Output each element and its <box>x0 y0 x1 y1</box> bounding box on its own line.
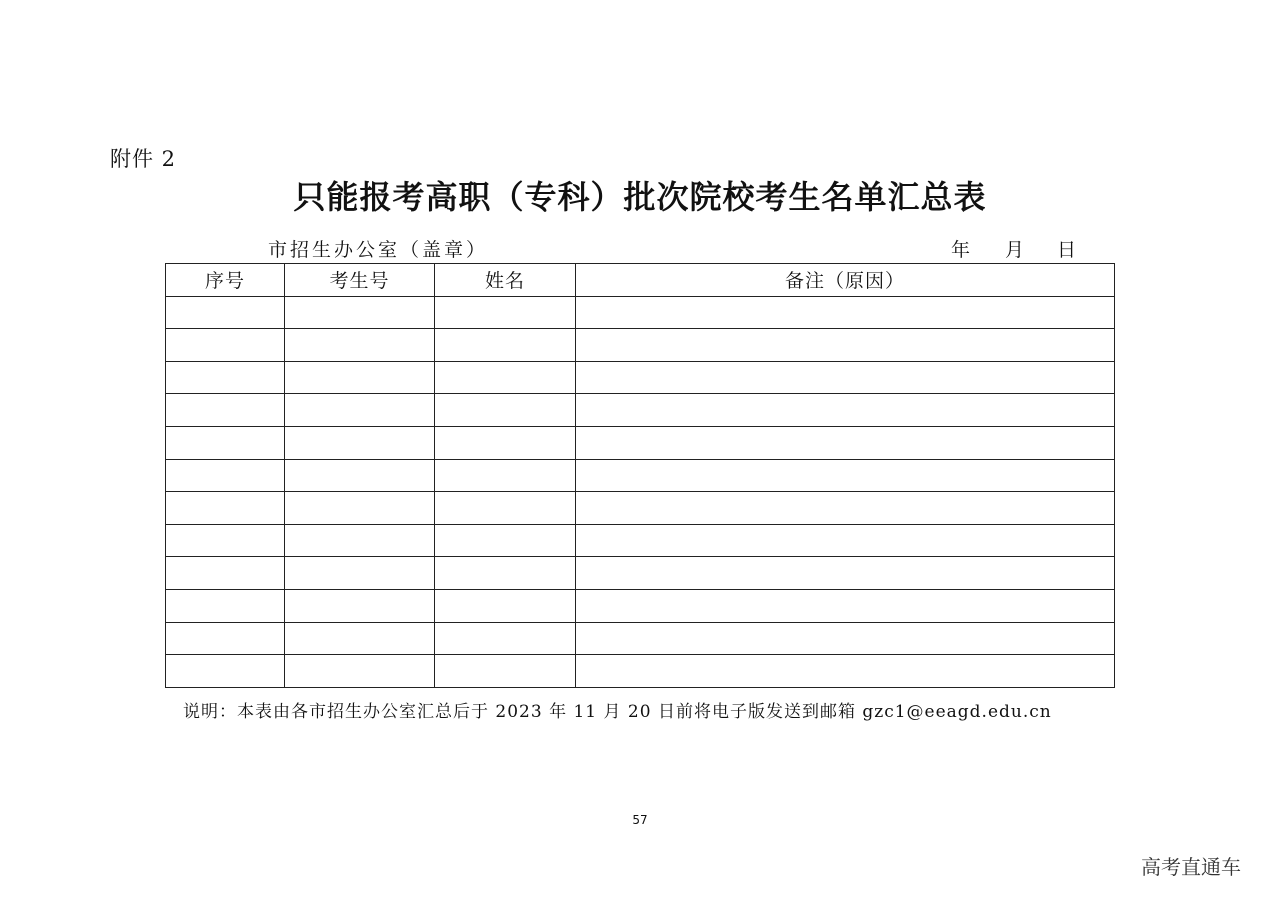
table-cell <box>576 296 1115 329</box>
table-cell <box>435 655 576 688</box>
table-cell <box>166 557 285 590</box>
table-cell <box>576 394 1115 427</box>
column-header-name: 姓名 <box>435 264 576 297</box>
table-row <box>166 459 1115 492</box>
table-cell <box>285 361 435 394</box>
table-cell <box>435 394 576 427</box>
date-day-label: 日 <box>1057 239 1077 261</box>
table-row <box>166 296 1115 329</box>
table-cell <box>285 394 435 427</box>
table-cell <box>166 492 285 525</box>
table-row <box>166 622 1115 655</box>
table-row <box>166 394 1115 427</box>
table-row <box>166 557 1115 590</box>
table-cell <box>166 296 285 329</box>
table-cell <box>435 361 576 394</box>
table-cell <box>166 329 285 362</box>
table-cell <box>576 589 1115 622</box>
table-cell <box>576 622 1115 655</box>
table-cell <box>285 492 435 525</box>
table-cell <box>435 524 576 557</box>
table-cell <box>435 426 576 459</box>
table-cell <box>435 329 576 362</box>
table-row <box>166 426 1115 459</box>
table-cell <box>576 459 1115 492</box>
table-cell <box>285 655 435 688</box>
table-cell <box>576 524 1115 557</box>
table-cell <box>166 589 285 622</box>
table-cell <box>435 557 576 590</box>
page-number: 57 <box>632 813 648 827</box>
table-cell <box>576 329 1115 362</box>
table-cell <box>435 492 576 525</box>
table-cell <box>576 492 1115 525</box>
office-seal-line: 市招生办公室（盖章） <box>268 239 489 261</box>
table-cell <box>285 557 435 590</box>
attachment-label: 附件 2 <box>110 147 177 171</box>
table-cell <box>576 557 1115 590</box>
table-row <box>166 589 1115 622</box>
table-cell <box>285 589 435 622</box>
table-cell <box>285 524 435 557</box>
table-body <box>166 296 1115 687</box>
date-month-label: 月 <box>1005 239 1025 261</box>
table-row <box>166 361 1115 394</box>
table-cell <box>435 296 576 329</box>
table-cell <box>166 524 285 557</box>
column-header-serial: 序号 <box>166 264 285 297</box>
table-cell <box>576 361 1115 394</box>
table-cell <box>166 361 285 394</box>
date-line <box>951 235 1076 262</box>
candidate-roster-table <box>165 263 1115 688</box>
table-cell <box>285 296 435 329</box>
table-cell <box>435 622 576 655</box>
table-cell <box>285 459 435 492</box>
table-cell <box>576 655 1115 688</box>
table-row <box>166 524 1115 557</box>
column-header-remarks: 备注（原因） <box>576 264 1115 297</box>
table-cell <box>166 655 285 688</box>
table-row <box>166 329 1115 362</box>
table-row <box>166 655 1115 688</box>
document-title: 只能报考高职（专科）批次院校考生名单汇总表 <box>293 178 987 216</box>
table-header-row <box>166 264 1115 297</box>
table-cell <box>166 394 285 427</box>
instructions-note: 说明：本表由各市招生办公室汇总后于 2023 年 11 月 20 日前将电子版发送到邮箱 gzc1@eeagd.edu.cn <box>183 702 1052 722</box>
table-cell <box>166 459 285 492</box>
table-cell <box>435 459 576 492</box>
table-row <box>166 492 1115 525</box>
table-cell <box>435 589 576 622</box>
watermark-text: 高考直通车 <box>1141 855 1241 879</box>
column-header-exam-number: 考生号 <box>285 264 435 297</box>
table-cell <box>576 426 1115 459</box>
table-cell <box>166 622 285 655</box>
table-cell <box>285 426 435 459</box>
table-cell <box>285 329 435 362</box>
table-cell <box>285 622 435 655</box>
table-cell <box>166 426 285 459</box>
date-year-label: 年 <box>951 239 971 261</box>
